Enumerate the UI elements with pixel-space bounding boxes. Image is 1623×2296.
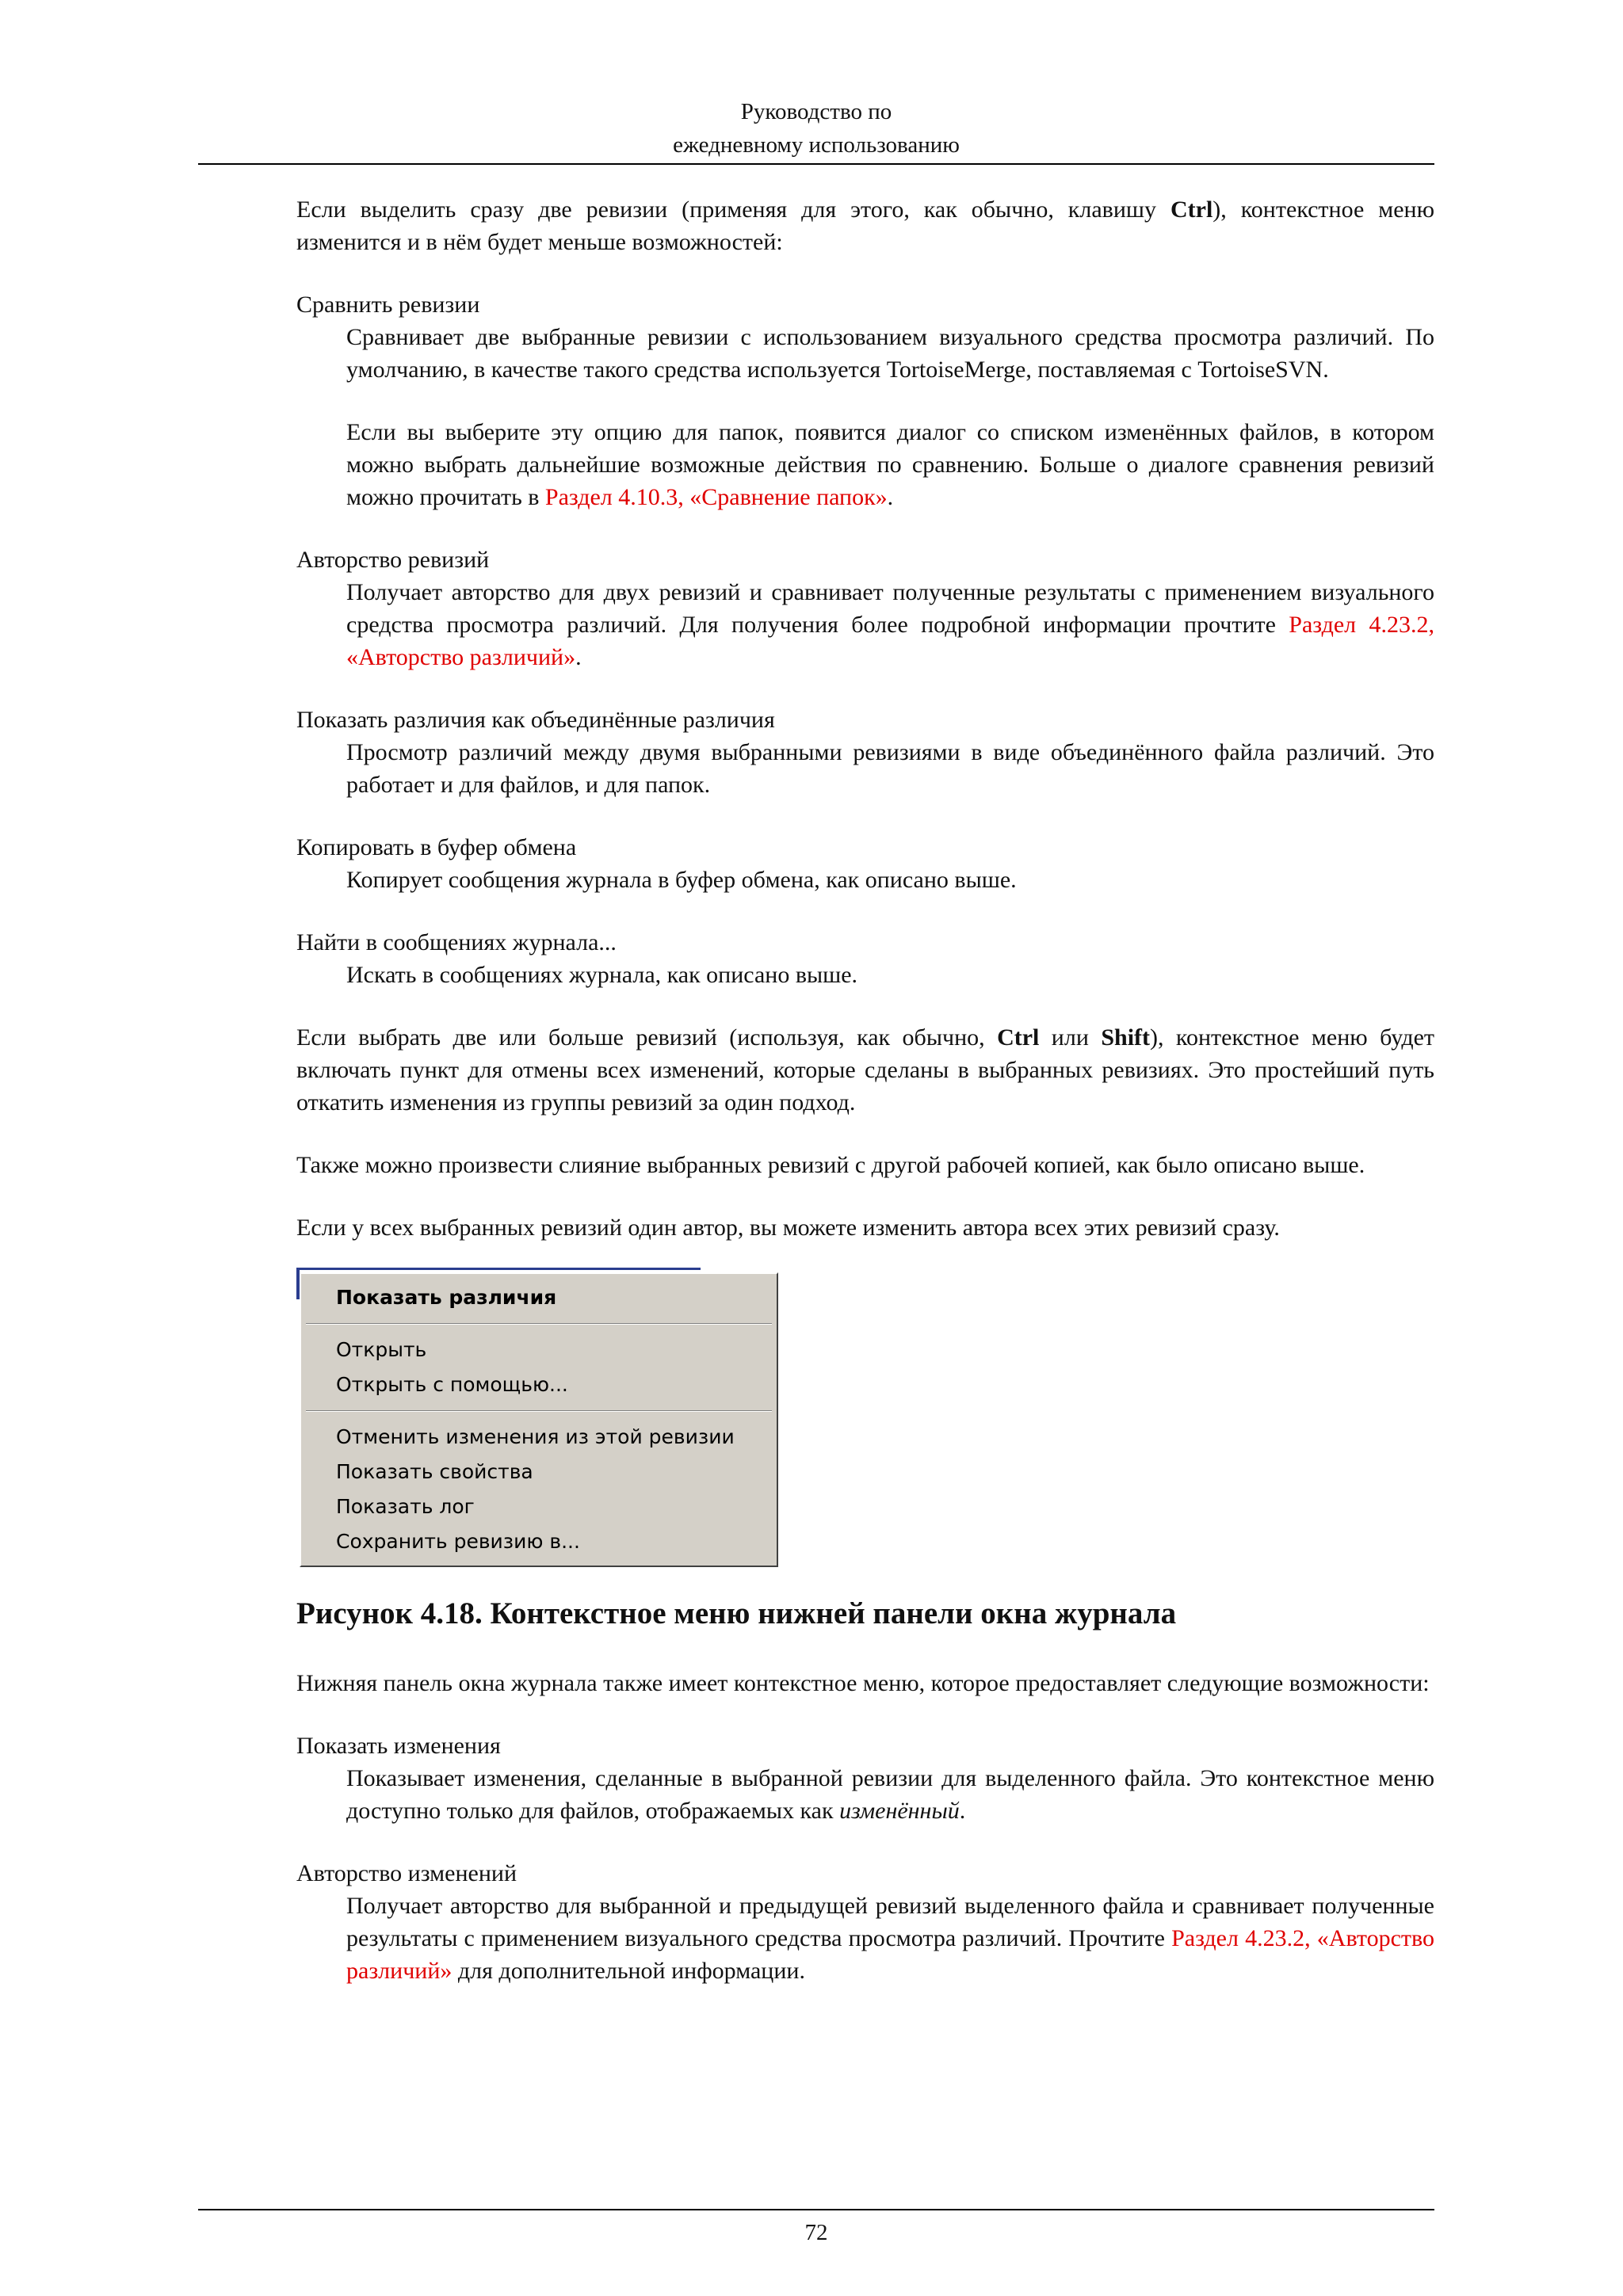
merge-paragraph: Также можно произвести слияние выбранных ревизий с другой рабочей копией, как было описано выше. [296,1152,1365,1178]
entry-find-messages [296,926,1434,991]
entry-term: Авторство ревизий [296,547,490,573]
entry-show-changes [296,1730,1434,1827]
entry-description: Показывает изменения, сделанные в выбранной ревизии для выделенного файла. Это контекстное меню доступно только для файлов, отображаемых как изменённый. [346,1765,1434,1824]
entry-description: Получает авторство для двух ревизий и сравнивает полученные результаты с применением визуального средства просмотра различий. Для получения более подробной информации прочтите Раздел 4.23.2, «Авторство различий». [346,579,1435,670]
header-line-2: ежедневному использованию [673,132,960,158]
key-ctrl: Ctrl [997,1024,1040,1051]
entry-term: Показать изменения [296,1733,501,1759]
entry-unified-diff [296,704,1434,801]
page-number: 72 [804,2220,828,2245]
entry-term: Авторство изменений [296,1860,517,1886]
menu-item-open-with[interactable]: Открыть с помощью... [336,1373,568,1396]
intro-paragraph: Если выделить сразу две ревизии (применяя для этого, как обычно, клавишу Ctrl), контекстное меню изменится и в нём будет меньше возможностей: [296,196,1435,255]
running-header [198,95,1434,162]
link-compare-folders[interactable]: Раздел 4.10.3, «Сравнение папок» [544,484,888,510]
menu-separator [306,1323,772,1325]
author-paragraph: Если у всех выбранных ревизий один автор, вы можете изменить автора всех этих ревизий сразу. [296,1215,1280,1241]
menu-item-show-diff[interactable]: Показать различия [336,1286,557,1309]
entry-description: Сравнивает две выбранные ревизии с использованием визуального средства просмотра различий. По умолчанию, в качестве такого средства используется TortoiseMerge, поставляемая с TortoiseSVN. [346,324,1434,383]
lower-intro-paragraph: Нижняя панель окна журнала также имеет контекстное меню, которое предоставляет следующие возможности: [296,1670,1430,1696]
header-line-1: Руководство по [740,99,892,124]
menu-item-show-log[interactable]: Показать лог [336,1495,475,1518]
menu-item-open[interactable]: Открыть [336,1338,427,1361]
footer-rule [198,2209,1434,2210]
entry-description: Получает авторство для выбранной и предыдущей ревизий выделенного файла и сравнивает полученные результаты с применением визуального средства просмотра различий. Прочтите Раздел 4.23.2, «Авторство различий» для дополнительной информации. [346,1893,1434,1984]
entry-description: Просмотр различий между двумя выбранными ревизиями в виде объединённого файла различий. Это работает и для файлов, и для папок. [346,739,1434,798]
menu-item-save-revision[interactable]: Сохранить ревизию в... [336,1530,580,1553]
entry-blame-changes [296,1857,1434,1987]
menu-item-revert-changes[interactable]: Отменить изменения из этой ревизии [336,1425,735,1448]
key-shift: Shift [1101,1024,1151,1051]
selection-edge [296,1268,701,1270]
link-blame-diffs[interactable]: Раздел 4.23.2, «Авторство различий» [346,612,1435,670]
link-blame-diffs[interactable]: Раздел 4.23.2, «Авторство различий» [346,1925,1434,1984]
entry-compare-revisions [296,288,1434,513]
page-content [296,193,1434,2017]
entry-term: Копировать в буфер обмена [296,834,577,860]
menu-item-show-properties[interactable]: Показать свойства [336,1460,533,1483]
entry-copy-clipboard [296,831,1434,896]
menu-separator [306,1410,772,1412]
entry-term: Найти в сообщениях журнала... [296,929,617,955]
entry-description: Копирует сообщения журнала в буфер обмена, как описано выше. [346,867,1017,893]
header-rule [198,163,1434,165]
context-menu [300,1272,778,1567]
figure-caption: Рисунок 4.18. Контекстное меню нижней панели окна журнала [296,1596,1177,1630]
entry-term: Показать различия как объединённые различия [296,707,775,733]
entry-term: Сравнить ревизии [296,292,480,318]
entry-description: Если вы выберите эту опцию для папок, появится диалог со списком изменённых файлов, в котором можно выбрать дальнейшие возможные действия по сравнению. Больше о диалоге сравнения ревизий можно прочитать в Раздел 4.10.3, «Сравнение папок». [346,419,1434,510]
entry-blame-revisions [296,543,1434,673]
revert-paragraph: Если выбрать две или больше ревизий (используя, как обычно, Ctrl или Shift), контекстное меню будет включать пункт для отмены всех изменений, которые сделаны в выбранных ревизиях. Это простейший путь откатить изменения из группы ревизий за один подход. [296,1024,1435,1116]
context-menu-screenshot [296,1268,778,1567]
entry-description: Искать в сообщениях журнала, как описано выше. [346,962,858,988]
key-ctrl: Ctrl [1170,196,1213,223]
